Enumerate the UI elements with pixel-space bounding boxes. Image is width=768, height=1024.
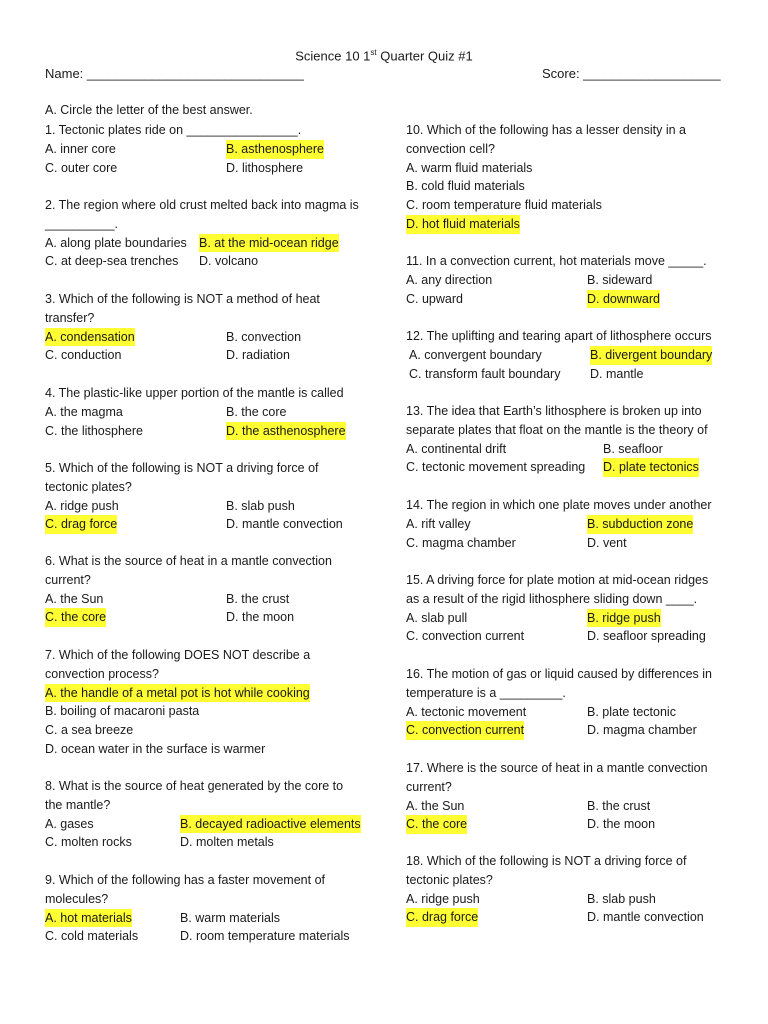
question-stem: 6. What is the source of heat in a mantle convection current? <box>45 554 332 587</box>
question-11 <box>406 252 741 308</box>
option-a[interactable]: A. the Sun <box>45 591 104 606</box>
option-b[interactable]: B. at the mid-ocean ridge <box>199 234 339 253</box>
question-stem: 5. Which of the following is NOT a driving force of tectonic plates? <box>45 461 319 494</box>
question-15 <box>406 571 721 646</box>
option-d[interactable]: D. lithosphere <box>226 160 304 175</box>
option-b[interactable]: B. ridge push <box>587 609 661 628</box>
option-b[interactable]: B. cold fluid materials <box>406 179 525 194</box>
option-d[interactable]: D. volcano <box>199 254 259 269</box>
option-c[interactable]: C. convection current <box>406 629 525 644</box>
option-c[interactable]: C. the core <box>406 815 467 834</box>
option-b[interactable]: B. the crust <box>226 591 290 606</box>
option-b[interactable]: B. convection <box>226 329 302 344</box>
quiz-title <box>0 48 768 63</box>
question-7 <box>45 646 345 759</box>
option-c[interactable]: C. room temperature fluid materials <box>406 198 602 213</box>
option-b[interactable]: B. the crust <box>587 798 651 813</box>
option-c[interactable]: C. outer core <box>45 160 118 175</box>
option-d[interactable]: D. mantle <box>590 366 644 381</box>
question-stem: 7. Which of the following DOES NOT describe a convection process? <box>45 648 311 681</box>
question-stem: 13. The idea that Earth’s lithosphere is broken up into separate plates that float on the mantle is the theory of <box>406 404 708 437</box>
question-1 <box>45 121 380 177</box>
option-a[interactable]: A. the handle of a metal pot is hot while cooking <box>45 684 310 703</box>
title-superscript: st <box>370 48 377 57</box>
option-d[interactable]: D. the moon <box>587 817 656 832</box>
question-stem: 9. Which of the following has a faster movement of molecules? <box>45 873 325 906</box>
option-a[interactable]: A. ridge push <box>406 891 480 906</box>
option-b[interactable]: B. sideward <box>587 272 653 287</box>
option-a[interactable]: A. convergent boundary <box>409 347 542 362</box>
option-c[interactable]: C. the lithosphere <box>45 423 143 438</box>
option-b[interactable]: B. seafloor <box>603 441 663 456</box>
option-c[interactable]: C. a sea breeze <box>45 723 134 738</box>
option-a[interactable]: A. ridge push <box>45 498 119 513</box>
question-8 <box>45 777 360 852</box>
option-b[interactable]: B. slab push <box>587 891 656 906</box>
option-c[interactable]: C. cold materials <box>45 929 139 944</box>
option-c[interactable]: C. drag force <box>406 908 478 927</box>
question-9 <box>45 871 350 946</box>
question-14 <box>406 496 741 552</box>
option-a[interactable]: A. any direction <box>406 272 493 287</box>
option-b[interactable]: B. boiling of macaroni pasta <box>45 704 200 719</box>
option-c[interactable]: C. magma chamber <box>406 535 516 550</box>
option-b[interactable]: B. warm materials <box>180 910 281 925</box>
question-stem: 3. Which of the following is NOT a method of heat transfer? <box>45 292 320 325</box>
option-d[interactable]: D. the asthenosphere <box>226 422 346 441</box>
option-b[interactable]: B. slab push <box>226 498 295 513</box>
option-a[interactable]: A. inner core <box>45 141 116 156</box>
option-a[interactable]: A. the magma <box>45 404 123 419</box>
question-stem: 11. In a convection current, hot materials move _____. <box>406 254 707 268</box>
option-c[interactable]: C. conduction <box>45 348 122 363</box>
question-stem: 16. The motion of gas or liquid caused by differences in temperature is a _________. <box>406 667 712 700</box>
option-d[interactable]: D. magma chamber <box>587 723 697 738</box>
question-3 <box>45 290 345 365</box>
question-2 <box>45 196 360 271</box>
question-stem: 10. Which of the following has a lesser density in a convection cell? <box>406 123 687 156</box>
option-a[interactable]: A. hot materials <box>45 909 132 928</box>
option-b[interactable]: B. asthenosphere <box>226 140 324 159</box>
option-b[interactable]: B. plate tectonic <box>587 704 676 719</box>
instruction: A. Circle the letter of the best answer. <box>45 103 253 117</box>
option-d[interactable]: D. seafloor spreading <box>587 629 706 644</box>
question-stem: 18. Which of the following is NOT a driving force of tectonic plates? <box>406 854 687 887</box>
option-a[interactable]: A. rift valley <box>406 516 471 531</box>
option-d[interactable]: D. mantle convection <box>587 910 704 925</box>
question-13 <box>406 402 721 477</box>
question-12 <box>406 327 741 383</box>
question-stem: 8. What is the source of heat generated by the core to the mantle? <box>45 779 344 812</box>
question-17 <box>406 759 721 834</box>
option-a[interactable]: A. gases <box>45 816 94 831</box>
score-field[interactable]: Score: ___________________ <box>542 66 721 81</box>
option-d[interactable]: D. mantle convection <box>226 517 343 532</box>
option-c[interactable]: C. upward <box>406 291 463 306</box>
name-field[interactable]: Name: ______________________________ <box>45 66 304 81</box>
option-a[interactable]: A. slab pull <box>406 610 468 625</box>
question-stem: 15. A driving force for plate motion at mid-ocean ridges as a result of the rigid lithosphere sliding down ____. <box>406 573 709 606</box>
question-stem: 2. The region where old crust melted back into magma is __________. <box>45 198 359 231</box>
question-16 <box>406 665 721 740</box>
option-b[interactable]: B. decayed radioactive elements <box>180 815 361 834</box>
option-c[interactable]: C. tectonic movement spreading <box>406 460 586 475</box>
option-a[interactable]: A. tectonic movement <box>406 704 527 719</box>
option-b[interactable]: B. subduction zone <box>587 515 693 534</box>
option-d[interactable]: D. molten metals <box>180 835 274 850</box>
question-stem: 12. The uplifting and tearing apart of lithosphere occurs <box>406 329 712 343</box>
question-stem: 14. The region in which one plate moves under another <box>406 498 712 512</box>
option-d[interactable]: D. room temperature materials <box>180 929 350 944</box>
option-d[interactable]: D. hot fluid materials <box>406 215 520 234</box>
question-stem: 1. Tectonic plates ride on ________________. <box>45 123 302 137</box>
option-c[interactable]: C. drag force <box>45 515 117 534</box>
option-c[interactable]: C. the core <box>45 608 106 627</box>
question-4 <box>45 384 380 440</box>
question-stem: 17. Where is the source of heat in a mantle convection current? <box>406 761 708 794</box>
option-b[interactable]: B. divergent boundary <box>590 346 712 365</box>
option-c[interactable]: C. convection current <box>406 721 524 740</box>
title-text-rest: Quarter Quiz #1 <box>376 48 473 64</box>
question-10 <box>406 121 706 234</box>
title-text: Science 10 1 <box>295 48 371 64</box>
option-a[interactable]: A. along plate boundaries <box>45 235 187 250</box>
question-stem: 4. The plastic-like upper portion of the mantle is called <box>45 386 344 400</box>
option-b[interactable]: B. the core <box>226 404 287 419</box>
option-c[interactable]: C. molten rocks <box>45 835 132 850</box>
question-5 <box>45 459 343 534</box>
option-d[interactable]: D. the moon <box>226 610 295 625</box>
option-a[interactable]: A. the Sun <box>406 798 465 813</box>
option-a[interactable]: A. warm fluid materials <box>406 160 533 175</box>
question-6 <box>45 552 345 627</box>
option-d[interactable]: D. plate tectonics <box>603 458 699 477</box>
option-c[interactable]: C. transform fault boundary <box>409 366 561 381</box>
option-d[interactable]: D. ocean water in the surface is warmer <box>45 741 266 756</box>
option-d[interactable]: D. vent <box>587 535 627 550</box>
option-a[interactable]: A. continental drift <box>406 441 507 456</box>
option-d[interactable]: D. radiation <box>226 348 290 363</box>
option-c[interactable]: C. at deep-sea trenches <box>45 254 179 269</box>
option-d[interactable]: D. downward <box>587 290 660 309</box>
option-a[interactable]: A. condensation <box>45 328 135 347</box>
question-18 <box>406 852 706 927</box>
